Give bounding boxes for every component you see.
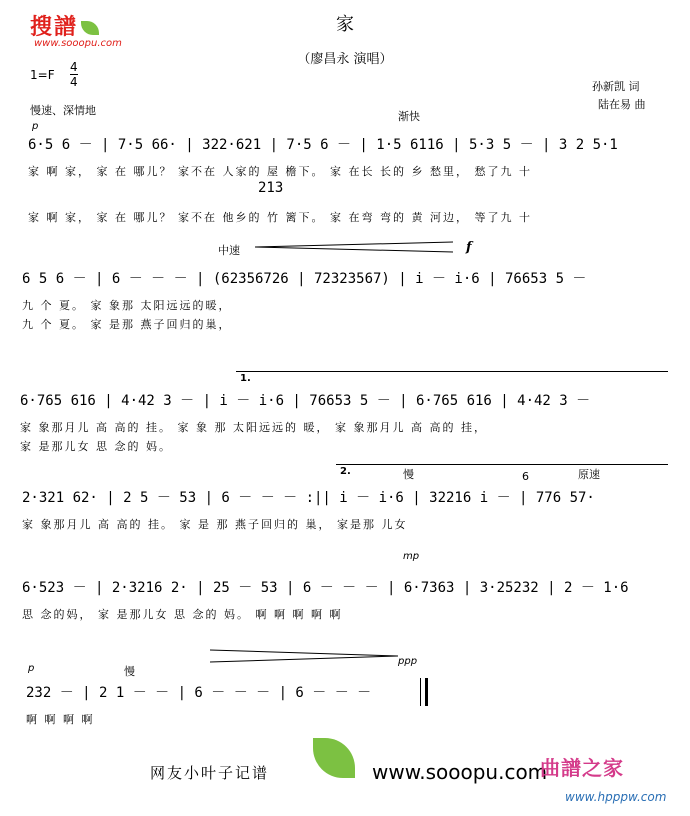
time-bottom: 4: [70, 75, 78, 89]
logo-url: www.sooopu.com: [34, 38, 122, 49]
lyric-row-6: 啊 啊 啊 啊: [26, 713, 95, 726]
lyric-row-3b: 家 是那儿女 思 念的 妈。: [20, 440, 172, 453]
triplet-notes: 213: [258, 180, 284, 196]
tempo-man: 慢: [403, 468, 414, 481]
final-barline: [425, 678, 428, 706]
notes-row-5: 6·523 － | 2·3216 2· | 25 － 53 | 6 － － － | 6·7363 | 3·25232 | 2 － 1·6: [22, 580, 629, 596]
composer: 陆在易 曲: [598, 98, 646, 111]
notes-row-2: 6 5 6 － | 6 － － － | (62356726 | 72323567) | i － i·6 | 76653 5 －: [22, 271, 587, 287]
dynamic-f: f: [466, 240, 472, 255]
footer-brand-url: www.hpppw.com: [565, 790, 667, 804]
song-subtitle: （廖昌永 演唱）: [297, 52, 393, 67]
lyric-row-3a: 家 象那月儿 高 高的 挂。 家 象 那 太阳远远的 暖， 家 象那月儿 高 高的 挂，: [20, 421, 487, 434]
tempo-man-2: 慢: [124, 665, 135, 678]
song-title: 家: [336, 14, 354, 35]
lyric-row-1b: 家 啊 家， 家 在 哪儿？ 家不在 他乡的 竹 篱下。 家 在弯 弯的 黄 河边， 等了九 十: [28, 211, 532, 224]
notes-row-1: 6·5 6 － | 7·5 66· | 322·621 | 7·5 6 － | 1·5 6116 | 5·3 5 － | 3 2 5·1: [28, 137, 618, 153]
footer-site-url: www.sooopu.com: [372, 760, 548, 784]
site-logo: 搜譜: [30, 10, 102, 41]
volta-1-bracket: [236, 371, 668, 372]
grace-note: 6: [522, 470, 529, 483]
lyric-row-2a: 九 个 夏。 家 象那 太阳远远的暖，: [22, 299, 232, 312]
lyric-row-2b: 九 个 夏。 家 是那 燕子回归的巢，: [22, 318, 232, 331]
dynamic-mp: mp: [403, 551, 420, 562]
dynamic-p: p: [32, 121, 39, 132]
tempo-start: 慢速、深情地: [30, 104, 96, 117]
tempo-yuansu: 原速: [578, 468, 600, 481]
dynamic-p2: p: [28, 663, 35, 674]
crescendo-hairpin: [255, 240, 455, 254]
leaf-logo-icon: [313, 738, 355, 778]
footer-brand: 曲譜之家: [540, 756, 624, 780]
lyric-row-4: 家 象那月儿 高 高的 挂。 家 是 那 燕子回归的 巢， 家是那 儿女: [22, 518, 408, 531]
time-top: 4: [70, 60, 78, 74]
lyric-row-5: 思 念的妈， 家 是那儿女 思 念的 妈。 啊 啊 啊 啊 啊: [22, 608, 343, 621]
tempo-zhongsu: 中速: [218, 244, 240, 257]
lyric-row-1a: 家 啊 家， 家 在 哪儿？ 家不在 人家的 屋 檐下。 家 在长 长的 乡 愁里， 愁了九 十: [28, 165, 532, 178]
dynamic-ppp: ppp: [398, 656, 418, 667]
volta-2-bracket: [336, 464, 668, 465]
volta-1: 1.: [240, 373, 251, 384]
decrescendo-hairpin: [210, 648, 400, 664]
time-signature: [70, 60, 78, 89]
lyricist: 孙新凯 词: [592, 80, 640, 93]
notes-row-6: 232 － | 2 1 － － | 6 － － － | 6 － － －: [26, 685, 372, 701]
key-signature: 1=F: [30, 68, 55, 82]
notes-row-4: 2·321 62· | 2 5 － 53 | 6 － － － :|| i － i·6 | 32216 i － | 776 57·: [22, 490, 595, 506]
accel-mark: 渐快: [398, 110, 420, 123]
volta-2: 2.: [340, 466, 351, 477]
final-barline-thin: [420, 678, 421, 706]
notes-row-3: 6·765 616 | 4·42 3 － | i － i·6 | 76653 5 － | 6·765 616 | 4·42 3 －: [20, 393, 591, 409]
recorder-credit: 网友小叶子记谱: [150, 764, 270, 782]
